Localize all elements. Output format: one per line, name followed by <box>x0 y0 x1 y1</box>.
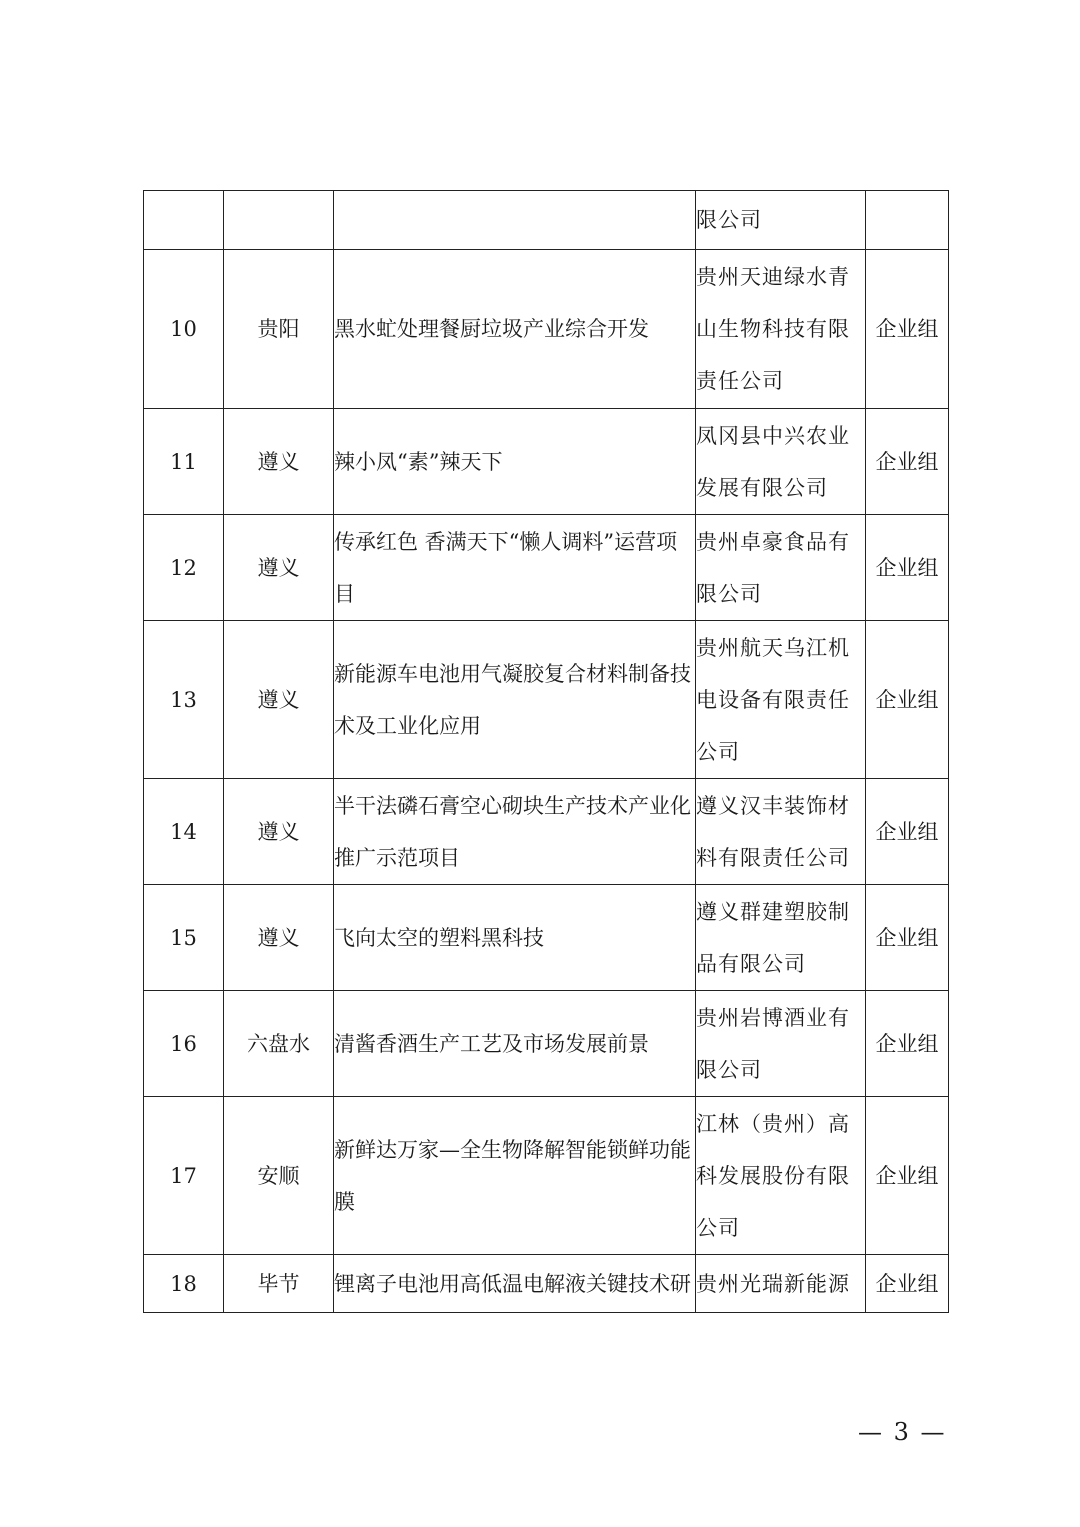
table-row <box>144 515 949 621</box>
row-number: 16 <box>144 991 224 1097</box>
row-organization: 贵州天迪绿水青山生物科技有限责任公司 <box>696 250 866 409</box>
row-project-title: 清酱香酒生产工艺及市场发展前景 <box>334 991 696 1097</box>
table-row <box>144 409 949 515</box>
row-city: 遵义 <box>224 779 334 885</box>
row-group: 企业组 <box>866 779 949 885</box>
row-city: 安顺 <box>224 1097 334 1255</box>
table-row <box>144 191 949 250</box>
row-number: 18 <box>144 1255 224 1313</box>
row-project-title: 飞向太空的塑料黑科技 <box>334 885 696 991</box>
row-project-title: 黑水虻处理餐厨垃圾产业综合开发 <box>334 250 696 409</box>
row-city: 贵阳 <box>224 250 334 409</box>
row-organization: 贵州卓豪食品有限公司 <box>696 515 866 621</box>
row-organization: 限公司 <box>696 191 866 250</box>
row-group: 企业组 <box>866 885 949 991</box>
page-number: — 3 — <box>858 1418 947 1446</box>
row-city: 毕节 <box>224 1255 334 1313</box>
row-number: 17 <box>144 1097 224 1255</box>
row-city: 遵义 <box>224 515 334 621</box>
row-group: 企业组 <box>866 409 949 515</box>
row-number: 15 <box>144 885 224 991</box>
row-city: 遵义 <box>224 621 334 779</box>
table-row <box>144 991 949 1097</box>
row-project-title <box>334 191 696 250</box>
row-number: 10 <box>144 250 224 409</box>
row-project-title: 传承红色 香满天下“懒人调料”运营项目 <box>334 515 696 621</box>
project-table <box>143 190 949 1313</box>
table-row <box>144 1255 949 1313</box>
row-city: 六盘水 <box>224 991 334 1097</box>
row-organization: 贵州岩博酒业有限公司 <box>696 991 866 1097</box>
row-city: 遵义 <box>224 409 334 515</box>
row-group: 企业组 <box>866 515 949 621</box>
row-number: 11 <box>144 409 224 515</box>
row-organization: 贵州航天乌江机电设备有限责任公司 <box>696 621 866 779</box>
row-organization: 江林（贵州）高科发展股份有限公司 <box>696 1097 866 1255</box>
row-city <box>224 191 334 250</box>
row-project-title: 新能源车电池用气凝胶复合材料制备技术及工业化应用 <box>334 621 696 779</box>
row-city: 遵义 <box>224 885 334 991</box>
row-project-title: 辣小凤“素”辣天下 <box>334 409 696 515</box>
row-number: 13 <box>144 621 224 779</box>
table-row <box>144 885 949 991</box>
row-project-title: 新鲜达万家—全生物降解智能锁鲜功能膜 <box>334 1097 696 1255</box>
table-row <box>144 779 949 885</box>
row-project-title: 锂离子电池用高低温电解液关键技术研 <box>334 1255 696 1313</box>
table-row <box>144 250 949 409</box>
row-number: 14 <box>144 779 224 885</box>
row-group: 企业组 <box>866 991 949 1097</box>
row-organization: 贵州光瑞新能源 <box>696 1255 866 1313</box>
row-number <box>144 191 224 250</box>
row-organization: 遵义汉丰装饰材料有限责任公司 <box>696 779 866 885</box>
row-organization: 遵义群建塑胶制品有限公司 <box>696 885 866 991</box>
row-group: 企业组 <box>866 621 949 779</box>
row-group: 企业组 <box>866 1097 949 1255</box>
row-organization: 凤冈县中兴农业发展有限公司 <box>696 409 866 515</box>
row-group: 企业组 <box>866 1255 949 1313</box>
table-row <box>144 621 949 779</box>
row-project-title: 半干法磷石膏空心砌块生产技术产业化推广示范项目 <box>334 779 696 885</box>
row-group <box>866 191 949 250</box>
row-number: 12 <box>144 515 224 621</box>
table-row <box>144 1097 949 1255</box>
row-group: 企业组 <box>866 250 949 409</box>
